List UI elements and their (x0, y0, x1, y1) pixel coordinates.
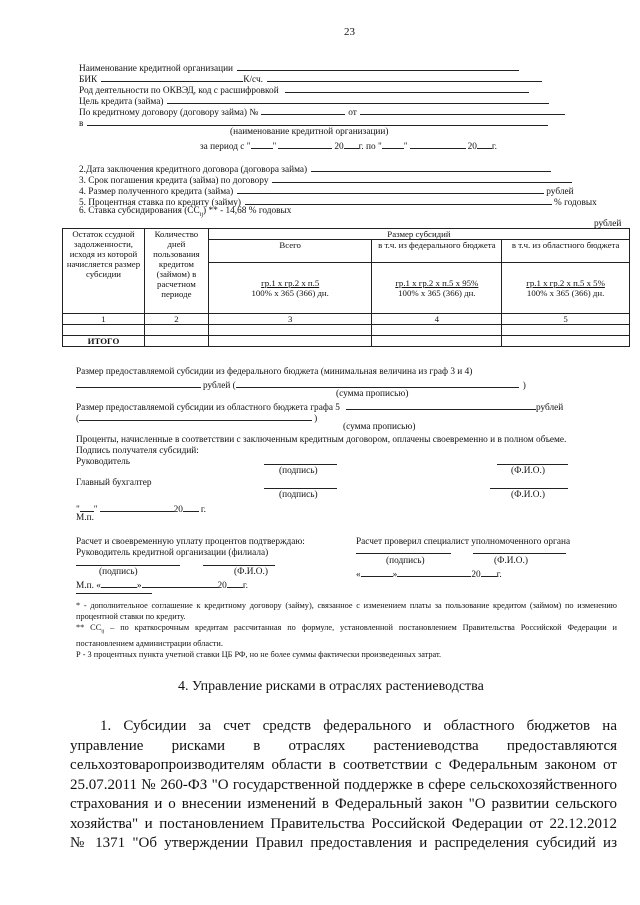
head-signature-line (264, 464, 337, 465)
accountant-signature-caption: (подпись) (279, 490, 318, 500)
chief-accountant-label: Главный бухгалтер (76, 478, 152, 488)
accountant-signature-line (264, 488, 337, 489)
bank-fio-line (203, 565, 275, 566)
bank-signature-line (76, 565, 180, 566)
th-federal: в т.ч. из федерального бюджета (372, 240, 502, 263)
bank-signature-caption: (подпись) (99, 567, 138, 577)
accountant-fio-line (490, 488, 568, 489)
head-label: Руководитель (76, 457, 130, 467)
mp-label: М.п. (76, 513, 94, 523)
field-v: в (79, 116, 548, 130)
col-number-1: 1 (63, 314, 145, 325)
field-bik: БИК К/сч. (79, 72, 542, 86)
footnote-1: * - дополнительное соглашение к кредитному договору (займу), связанное с изменением платы за пользование кредитом (займом) по изменению процентной ставки по кредиту. (76, 601, 617, 621)
item-3: 3. Срок погашения кредита (займа) по договору (79, 173, 572, 187)
body-line-4: 25.07.2011 № 260-ФЗ "О государственной поддержке в сфере сельскохозяйственного (70, 776, 617, 793)
field-activity: Род деятельности по ОКВЭД, код с расшифровкой (79, 83, 529, 97)
recipient-sign: Подпись получателя субсидий: (76, 446, 199, 456)
subsidy-table (62, 228, 630, 347)
sum-caption-2: (сумма прописью) (343, 422, 416, 432)
accountant-fio-caption: (Ф.И.О.) (511, 490, 545, 500)
bank-confirm: Расчет и своевременную уплату процентов подтверждаю: (76, 537, 305, 547)
checker-date-line: « » 20 г. (356, 567, 502, 581)
col-number-5: 5 (502, 314, 630, 325)
formula-regional: гр.1 х гр.2 х п.5 х 5% 100% х 365 (366) дн. (502, 263, 630, 314)
footnotes (76, 600, 617, 660)
regional-subsidy-text: Размер предоставляемой субсидии из областного бюджета графа 5 рублей (76, 400, 563, 414)
th-regional: в т.ч. из областного бюджета (502, 240, 630, 263)
body-line-7: № 1371 "Об утверждении Правил предоставления и распределения субсидий из (70, 835, 617, 851)
field-goal: Цель кредита (займа) (79, 94, 549, 108)
rubles-unit: рублей (594, 219, 622, 229)
th-balance: Остаток ссудной задолженности, исходя из которой начисляется размер субсидии (63, 229, 145, 314)
footnote-3: Р - 3 процентных пункта учетной ставки ЦБ РФ, но не более суммы фактически произведенных затрат. (76, 649, 442, 659)
head-fio-line (497, 464, 568, 465)
page-number: 23 (344, 26, 355, 38)
federal-subsidy-text: Размер предоставляемой субсидии из федерального бюджета (минимальная величина из граф 3 и 4) (76, 367, 473, 377)
bank-head-label: Руководитель кредитной организации (филиала) (76, 548, 269, 558)
th-size: Размер субсидий (208, 229, 629, 240)
checker-fio-caption: (Ф.И.О.) (494, 556, 528, 566)
th-days: Количество дней пользования кредитом (займом) в расчетном периоде (144, 229, 208, 314)
checker-signature-line (356, 553, 451, 554)
footnote-divider (76, 593, 152, 594)
body-line-5: страхования и о внесении изменений в Федеральный закон "О развитии сельского (70, 796, 617, 812)
item-2: 2.Дата заключения кредитного договора (договора займа) (79, 162, 551, 176)
body-line-3: сельхозтоваропроизводителям области в соответствии с Федеральным законом от (70, 757, 617, 773)
checker-signature-caption: (подпись) (386, 556, 425, 566)
federal-subsidy-line: рублей ( ) (76, 378, 526, 392)
head-signature-caption: (подпись) (279, 466, 318, 476)
field-contract: По кредитному договору (договору займа) № от (79, 105, 565, 119)
footnote-2: ** $СС_{ij}$ – по краткосрочным кредитам рассчитанная по формуле, установленной постановлением Правительства Российской Федерации и постановлением администрации области. (76, 623, 617, 648)
item-6: 6. Ставка субсидирования $(СС_{ij})$ ** - 14,68 % годовых (79, 206, 292, 218)
body-line-6: хозяйства" и постановлением Правительства Российской Федерации от 22.12.2012 (70, 815, 617, 832)
period-line: за период с " " 20 г. по " " 20 г. (200, 139, 497, 153)
formula-federal: гр.1 х гр.2 х п.5 х 95% 100% х 365 (366) дн. (372, 263, 502, 314)
sum-caption-1: (сумма прописью) (336, 389, 409, 399)
field-org-name: Наименование кредитной организации (79, 61, 519, 75)
head-fio-caption: (Ф.И.О.) (511, 466, 545, 476)
checker-fio-line (473, 553, 566, 554)
formula-total: гр.1 х гр.2 х п.5 100% х 365 (366) дн. (208, 263, 372, 314)
confirm-text: Проценты, начисленные в соответствии с заключенным кредитным договором, оплачены своевременно и в полном объеме. (76, 435, 567, 445)
bank-fio-caption: (Ф.И.О.) (234, 567, 268, 577)
item-4: 4. Размер полученного кредита (займа) рублей (79, 184, 574, 198)
th-total: Всего (208, 240, 372, 263)
col-number-3: 3 (208, 314, 372, 325)
col-number-2: 2 (144, 314, 208, 325)
date-line: " " 20 г. (76, 502, 206, 516)
regional-subsidy-line: ( ) (76, 411, 317, 425)
col-number-4: 4 (372, 314, 502, 325)
item-5: 5. Процентная ставка по кредиту (займу) % годовых (79, 195, 597, 209)
body-line-2: управление рисками в отраслях растениеводства предоставляются (70, 737, 617, 754)
body-line-1: 1. Субсидии за счет средств федерального и областного бюджетов на (100, 718, 617, 734)
total-row-label: ИТОГО (63, 336, 145, 347)
bank-date-line: М.п. « » 20 г. (76, 578, 248, 592)
section-title: 4. Управление рисками в отраслях растениеводства (178, 679, 484, 694)
org-caption: (наименование кредитной организации) (230, 127, 389, 137)
body-text (70, 717, 617, 854)
checked-by-label: Расчет проверил специалист уполномоченного органа (356, 537, 571, 547)
